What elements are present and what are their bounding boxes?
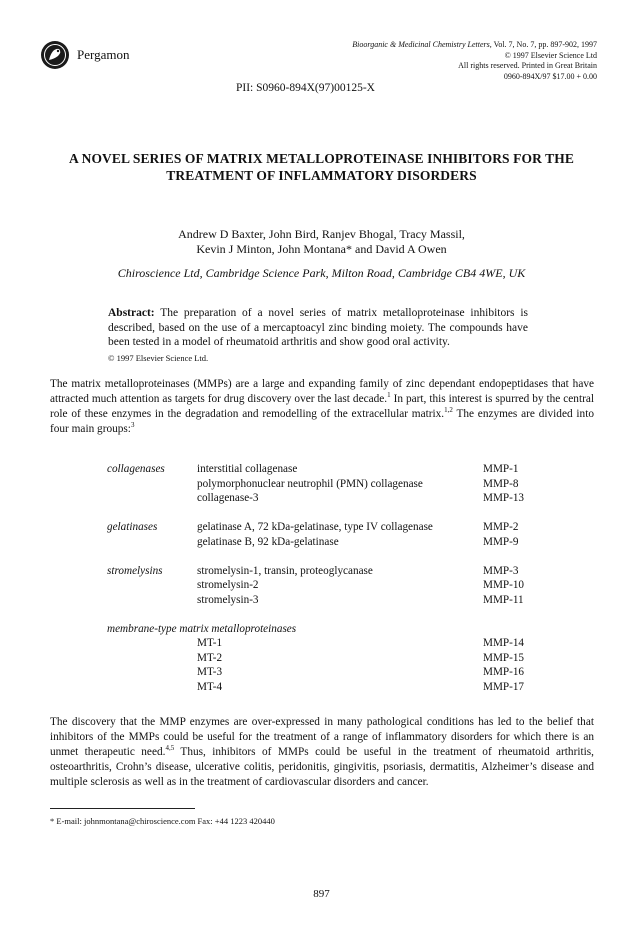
intro-text-c: The enzymes are divided into four main groups: [50, 408, 594, 435]
enzyme-group [107, 462, 547, 506]
table-row [107, 665, 547, 680]
intro-text-a: The matrix metalloproteinases (MMPs) are a large and expanding family of zinc dependant endopeptidases that have attracted much attention as targets for drug discovery over the last decade. [50, 378, 594, 405]
mmp-code: MMP-1 [483, 463, 519, 475]
affiliation: Chiroscience Ltd, Cambridge Science Park, Milton Road, Cambridge CB4 4WE, UK [117, 266, 526, 280]
table-row [107, 651, 547, 666]
group-name: stromelysins [107, 564, 163, 577]
journal-name: Bioorganic & Medicinal Chemistry Letters [352, 40, 490, 49]
mmp-code: MMP-9 [483, 535, 519, 548]
mmp-code: MMP-11 [483, 593, 524, 606]
enzyme-name: stromelysin-1, transin, proteoglycanase [197, 564, 373, 577]
footnote-divider [50, 808, 195, 809]
mmp-classification-table [107, 462, 547, 709]
journal-copyright: © 1997 Elsevier Science Ltd [504, 50, 597, 60]
table-row [107, 564, 547, 579]
mmp-code: MMP-17 [483, 680, 525, 693]
table-row [107, 578, 547, 593]
journal-rights: All rights reserved. Printed in Great Britain [458, 61, 597, 70]
title-line-2: TREATMENT OF INFLAMMATORY DISORDERS [166, 168, 477, 183]
mmp-code: MMP-10 [483, 579, 525, 591]
citation-ref: 4,5 [165, 744, 175, 753]
table-row [107, 535, 547, 550]
mmp-code: MMP-2 [483, 521, 519, 533]
mmp-code: MMP-14 [483, 637, 525, 649]
abstract [108, 306, 528, 365]
enzyme-name: collagenase-3 [197, 492, 259, 504]
authors-line-1: Andrew D Baxter, John Bird, Ranjev Bhogal, Tracy Massil, [178, 227, 465, 241]
discussion-paragraph [50, 715, 594, 790]
enzyme-group [107, 564, 547, 608]
page-number: 897 [313, 888, 330, 900]
enzyme-group [107, 520, 547, 549]
group-name: gelatinases [107, 521, 158, 533]
discussion-text-a: The discovery that the MMP enzymes are over-expressed in many pathological conditions has led to the belief that inhibitors of the MMPs could be useful for the treatment of a range of inflammatory disorders for which there is an unmet therapeutic need. [50, 716, 594, 758]
enzyme-name: MT-4 [197, 680, 223, 693]
enzyme-name: polymorphonuclear neutrophil (PMN) collagenase [197, 477, 423, 490]
abstract-label: Abstract: [108, 307, 155, 319]
authors-line-2: Kevin J Minton, John Montana* and David A Owen [196, 242, 447, 256]
enzyme-name: gelatinase A, 72 kDa-gelatinase, type IV collagenase [197, 521, 433, 533]
footnote: * E-mail: johnmontana@chiroscience.com Fax: +44 1223 420440 [50, 816, 275, 826]
enzyme-name: stromelysin-2 [197, 579, 259, 591]
intro-text-b: In part, this interest is spurred by the central role of these enzymes in the degradation and remodelling of the extracellular matrix. [50, 393, 595, 420]
journal-info [352, 40, 597, 82]
table-row [107, 636, 547, 651]
pergamon-logo-icon [40, 40, 70, 70]
intro-paragraph [50, 377, 594, 437]
mmp-code: MMP-3 [483, 564, 519, 577]
enzyme-name: MT-3 [197, 666, 223, 678]
table-row [107, 462, 547, 477]
enzyme-name: gelatinase B, 92 kDa-gelatinase [197, 535, 339, 548]
abstract-copyright: © 1997 Elsevier Science Ltd. [108, 352, 209, 363]
discussion-text-b: Thus, inhibitors of MMPs could be useful in the treatment of rheumatoid arthritis, osteoarthritis, Crohn’s disease, ulcerative colitis, peridonitis, gingivitis, psoriasis, dermatitis, Alzheimer’s disease and multiple sclerosis as well as in the treatment of cardiovascular disorders and cancer. [50, 746, 594, 788]
enzyme-name: MT-1 [197, 637, 223, 649]
mmp-code: MMP-13 [483, 492, 525, 504]
title-line-1: A NOVEL SERIES OF MATRIX METALLOPROTEINASE INHIBITORS FOR THE [69, 151, 574, 166]
citation-ref: 3 [130, 421, 135, 430]
group-name: collagenases [107, 463, 165, 475]
table-row [107, 477, 547, 492]
journal-citation [352, 40, 597, 51]
table-row [107, 593, 547, 608]
enzyme-name: stromelysin-3 [197, 593, 259, 606]
table-row [107, 680, 547, 695]
table-row [107, 491, 547, 506]
enzyme-name: MT-2 [197, 651, 223, 664]
enzyme-group-membrane [107, 622, 547, 695]
citation-ref: 1 [387, 391, 391, 400]
article-title [50, 150, 593, 184]
enzyme-name: interstitial collagenase [197, 463, 298, 475]
group-name: membrane-type matrix metalloproteinases [107, 622, 297, 635]
pii-identifier: PII: S0960-894X(97)00125-X [236, 82, 375, 94]
mmp-code: MMP-8 [483, 477, 519, 490]
table-row [107, 520, 547, 535]
abstract-text: The preparation of a novel series of matrix metalloproteinase inhibitors is described, based on the use of a mercaptoacyl zinc binding moiety. The compounds have been tested in a model of rheumatoid arthritis and show good oral activity. [108, 307, 528, 348]
journal-volume: , Vol. 7, No. 7, pp. 897-902, 1997 [489, 40, 597, 49]
journal-issn: 0960-894X/97 $17.00 + 0.00 [503, 71, 597, 81]
publisher-name: Pergamon [77, 47, 130, 62]
mmp-code: MMP-15 [483, 651, 525, 664]
author-list [50, 227, 593, 257]
citation-ref: 1,2 [444, 406, 453, 415]
mmp-code: MMP-16 [483, 666, 525, 678]
